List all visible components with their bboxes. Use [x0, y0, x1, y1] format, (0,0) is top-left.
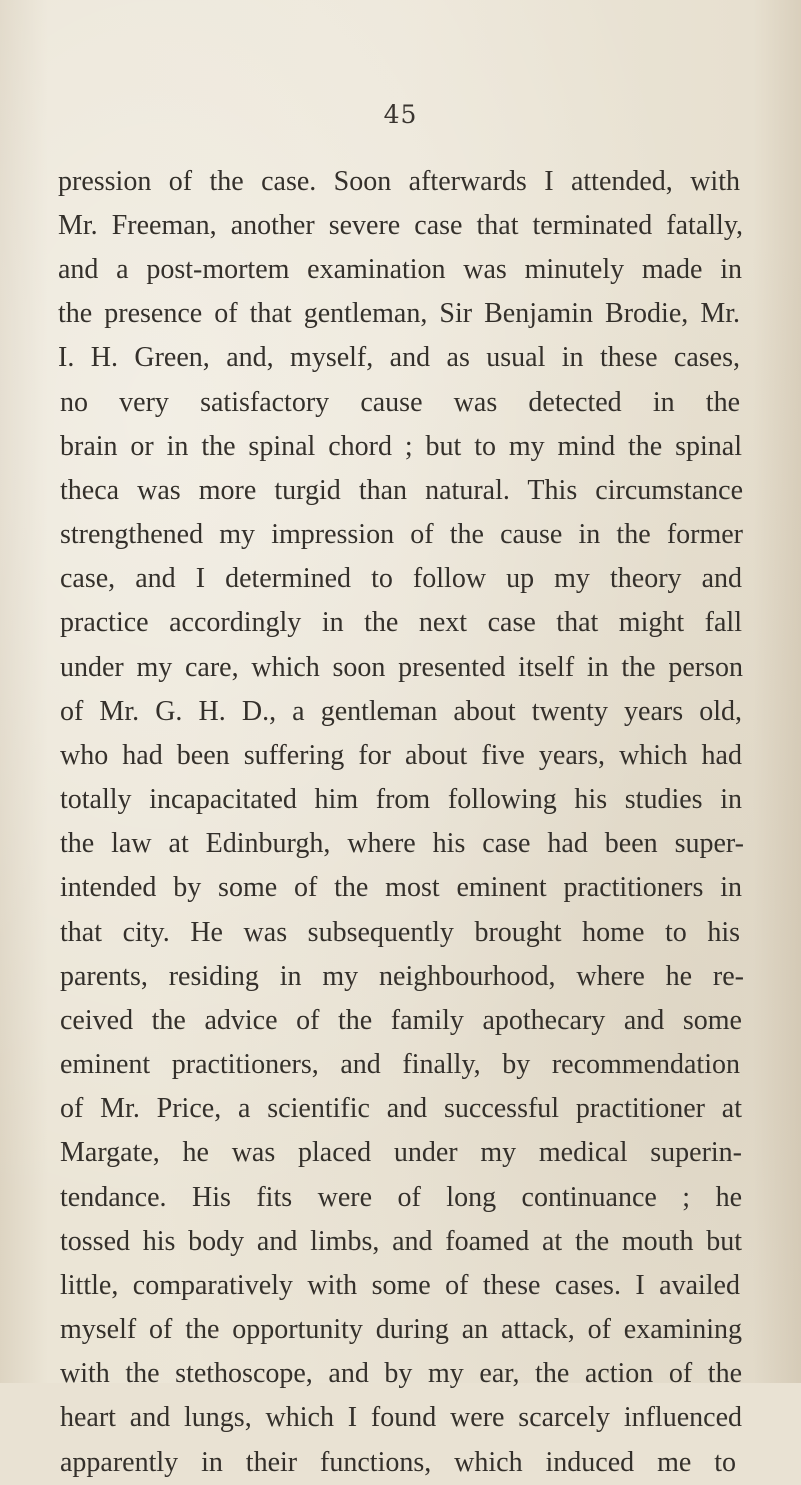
- text-line: brain or in the spinal chord ; but to my mind the spinal: [60, 431, 742, 462]
- text-line: of Mr. G. H. D., a gentleman about twenty years old,: [60, 696, 742, 727]
- text-line: who had been suffering for about five years, which had: [60, 740, 742, 771]
- text-line: eminent practitioners, and finally, by recommendation: [60, 1049, 740, 1080]
- page-number: 45: [383, 100, 418, 129]
- text-line: case, and I determined to follow up my theory and: [60, 563, 742, 594]
- text-line: that city. He was subsequently brought home to his: [60, 917, 740, 948]
- text-line: Margate, he was placed under my medical superin-: [60, 1137, 742, 1168]
- text-line: myself of the opportunity during an attack, of examining: [60, 1314, 742, 1345]
- text-line: tendance. His fits were of long continuance ; he: [60, 1182, 742, 1213]
- text-line: parents, residing in my neighbourhood, where he re-: [60, 961, 744, 992]
- text-line: under my care, which soon presented itself in the person: [60, 652, 743, 683]
- text-line: of Mr. Price, a scientific and successful practitioner at: [60, 1093, 742, 1124]
- text-line: little, comparatively with some of these cases. I availed: [60, 1270, 740, 1301]
- text-line: theca was more turgid than natural. This circumstance: [60, 475, 743, 506]
- text-line: intended by some of the most eminent practitioners in: [60, 872, 742, 903]
- text-line: the presence of that gentleman, Sir Benjamin Brodie, Mr.: [58, 298, 740, 329]
- text-line: strengthened my impression of the cause in the former: [60, 519, 743, 550]
- text-line: and a post-mortem examination was minutely made in: [58, 254, 742, 285]
- text-line: I. H. Green, and, myself, and as usual in these cases,: [58, 342, 740, 373]
- text-line: tossed his body and limbs, and foamed at the mouth but: [60, 1226, 742, 1257]
- text-line: Mr. Freeman, another severe case that terminated fatally,: [58, 210, 743, 241]
- text-line: ceived the advice of the family apothecary and some: [60, 1005, 742, 1036]
- text-line: pression of the case. Soon afterwards I attended, with: [58, 166, 740, 197]
- text-line: heart and lungs, which I found were scarcely influenced: [60, 1402, 742, 1433]
- text-line: practice accordingly in the next case that might fall: [60, 607, 742, 638]
- text-line: with the stethoscope, and by my ear, the action of the: [60, 1358, 742, 1389]
- text-line: totally incapacitated him from following his studies in: [60, 784, 742, 815]
- text-line: no very satisfactory cause was detected in the: [60, 387, 740, 418]
- text-line: apparently in their functions, which induced me to: [60, 1447, 736, 1478]
- text-line: the law at Edinburgh, where his case had been super-: [60, 828, 744, 859]
